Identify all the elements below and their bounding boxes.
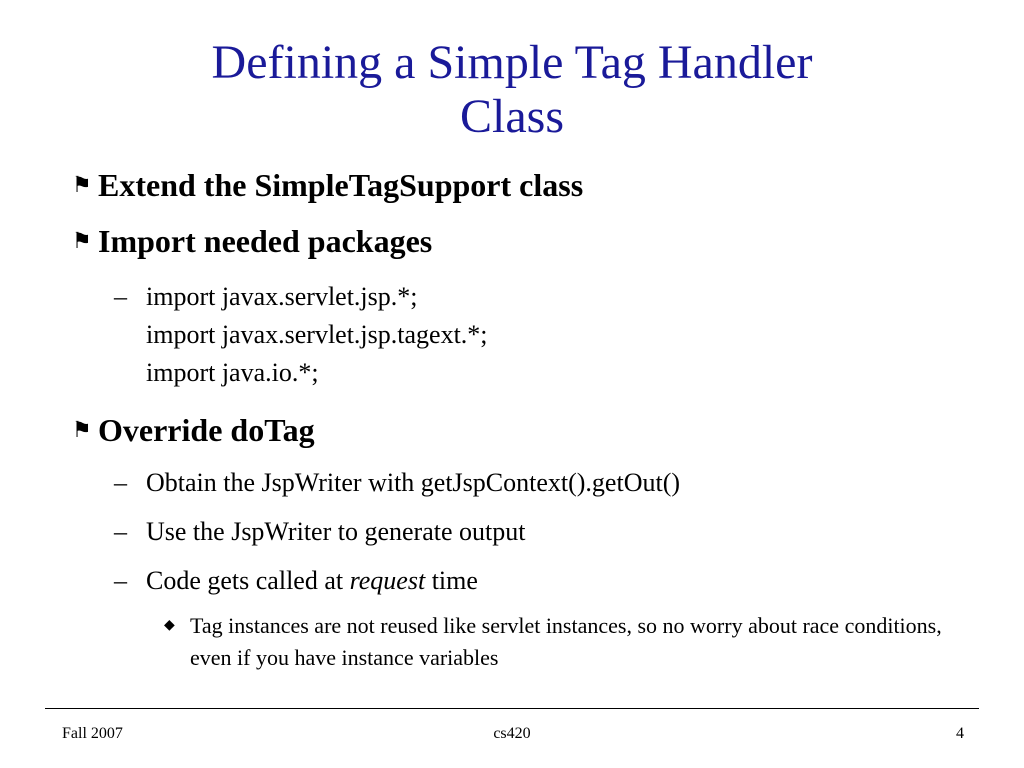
title-line-1: Defining a Simple Tag Handler [211,36,813,89]
title-line-2: Class [459,90,564,143]
sub-sub-bullet-text: Tag instances are not reused like servlet instances, so no worry about race conditions, even if you have instance variables [190,613,942,670]
bullet-extend [72,165,583,205]
flag-icon: ⚑ [72,172,92,197]
diamond-icon: ◆ [164,618,175,633]
import-list [114,278,488,392]
sub-sub-bullet [164,610,974,676]
sub-item-text-italic: request [349,566,426,595]
bullet-text: Import needed packages [98,223,433,259]
dash-marker: – [114,517,127,546]
import-line: import javax.servlet.jsp.tagext.*; [146,320,488,349]
bullet-text: Extend the SimpleTagSupport class [98,167,584,203]
sub-item-text-after: time [425,566,478,595]
import-line: import javax.servlet.jsp.*; [146,282,418,311]
sub-item-text-before: Code gets called at [146,566,350,595]
dash-marker: – [114,566,127,595]
sub-item-text: Obtain the JspWriter with getJspContext().getOut() [146,468,681,497]
footer-divider [45,708,979,709]
sub-item-obtain [114,464,680,502]
footer-date: Fall 2007 [62,725,123,742]
bullet-override [72,410,315,450]
footer-course: cs420 [493,725,531,742]
import-lines [146,278,488,392]
slide-number: 4 [956,725,964,742]
sub-item-code [114,562,478,600]
bullet-import [72,221,432,261]
dash-marker: – [114,468,127,497]
sub-item-use [114,513,525,551]
flag-icon: ⚑ [72,417,92,442]
bullet-text: Override doTag [98,412,315,448]
flag-icon: ⚑ [72,228,92,253]
slide-title [0,36,1024,144]
import-line: import java.io.*; [146,358,319,387]
sub-item-text: Use the JspWriter to generate output [146,517,526,546]
dash-marker: – [114,282,127,311]
